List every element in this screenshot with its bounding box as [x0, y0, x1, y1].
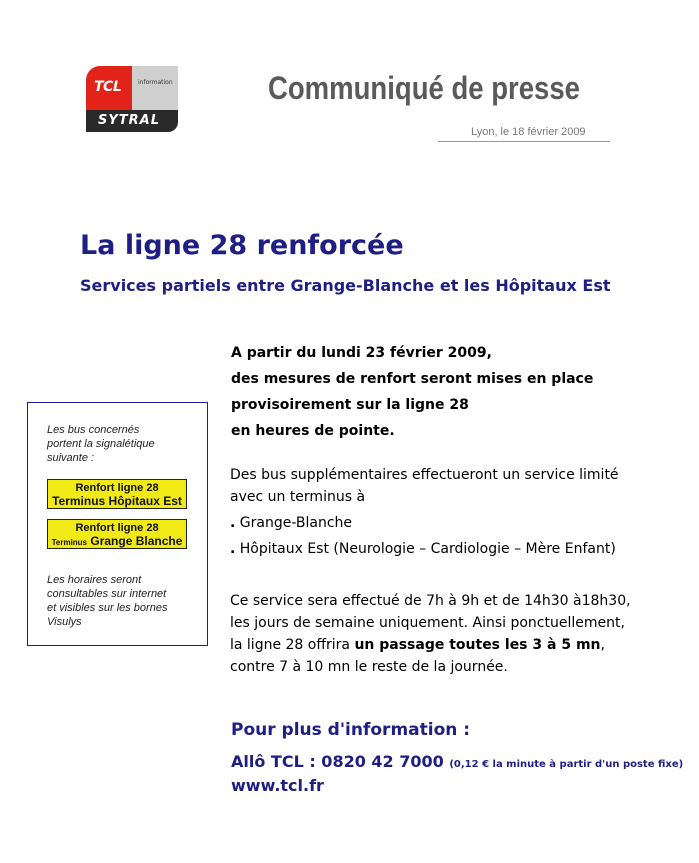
signage-info-box	[27, 402, 208, 646]
sytral-logo-text: SYTRAL	[98, 113, 160, 128]
intro-line: provisoirement sur la ligne 28	[231, 397, 469, 413]
sign-line-2	[48, 534, 186, 550]
sidebar-note-line: suivante :	[47, 452, 95, 464]
bus-sign-grange-blanche	[47, 519, 187, 549]
tcl-logo-block	[86, 66, 132, 110]
intro-line: des mesures de renfort seront mises en place	[231, 371, 594, 387]
bullet-item	[230, 515, 352, 531]
intro-line: A partir du lundi 23 février 2009,	[231, 345, 492, 361]
sign-destination: Grange Blanche	[90, 534, 183, 548]
page-title: La ligne 28 renforcée	[80, 230, 404, 261]
sidebar-note-line: et visibles sur les bornes	[47, 602, 168, 614]
body-paragraph-line: Des bus supplémentaires effectueront un service limité	[230, 467, 619, 483]
sidebar-schedule-note	[47, 573, 167, 629]
sign-terminus-small: Terminus	[51, 538, 88, 547]
sytral-logo-block	[86, 110, 178, 132]
sidebar-note-line: Les horaires seront	[47, 574, 142, 586]
bullet-marker: .	[230, 541, 236, 557]
body-paragraph-line	[230, 637, 605, 653]
phone-number: Allô TCL : 0820 42 7000	[231, 752, 444, 771]
information-logo-text: information	[138, 79, 173, 86]
frequency-text: la ligne 28 offrira	[230, 637, 355, 653]
sign-line-1: Renfort ligne 28	[75, 482, 159, 494]
bus-sign-hopitaux-est	[47, 479, 187, 509]
contact-heading: Pour plus d'information :	[231, 720, 471, 740]
body-paragraph-line: les jours de semaine uniquement. Ainsi ponctuellement,	[230, 615, 625, 631]
sidebar-note-line: Les bus concernés	[47, 424, 140, 436]
bullet-marker: .	[230, 515, 236, 531]
bullet-text: Hôpitaux Est (Neurologie – Cardiologie – Mère Enfant)	[239, 541, 616, 557]
body-paragraph-line: Ce service sera effectué de 7h à 9h et de 14h30 à18h30,	[230, 593, 631, 609]
frequency-highlight: un passage toutes les 3 à 5 mn	[354, 637, 601, 653]
bullet-text: Grange-Blanche	[239, 515, 353, 531]
sytral-tcl-logo	[86, 66, 178, 132]
bullet-item	[230, 541, 616, 557]
body-paragraph-line: avec un terminus à	[230, 489, 366, 505]
press-release-date: Lyon, le 18 février 2009	[471, 126, 586, 138]
press-release-title: Communiqué de presse	[268, 70, 580, 106]
sign-line-1: Renfort ligne 28	[75, 522, 159, 534]
information-logo-block	[132, 66, 178, 110]
website-link[interactable]: www.tcl.fr	[231, 776, 324, 795]
sidebar-note-line: Visulys	[47, 616, 82, 628]
phone-price-note: (0,12 € la minute à partir d'un poste fixe)	[449, 759, 684, 770]
body-paragraph-line: contre 7 à 10 mn le reste de la journée.	[230, 659, 508, 675]
frequency-punct: ,	[600, 637, 605, 653]
sign-line-2: Terminus Hôpitaux Est	[52, 494, 182, 508]
tcl-logo-text: TCL	[94, 79, 122, 95]
intro-line: en heures de pointe.	[231, 423, 395, 439]
contact-phone	[231, 752, 683, 771]
header-divider	[438, 141, 610, 142]
sidebar-note	[47, 423, 155, 465]
page-subtitle: Services partiels entre Grange-Blanche et les Hôpitaux Est	[80, 276, 611, 295]
sidebar-note-line: portent la signalétique	[47, 438, 155, 450]
sidebar-note-line: consultables sur internet	[47, 588, 167, 600]
